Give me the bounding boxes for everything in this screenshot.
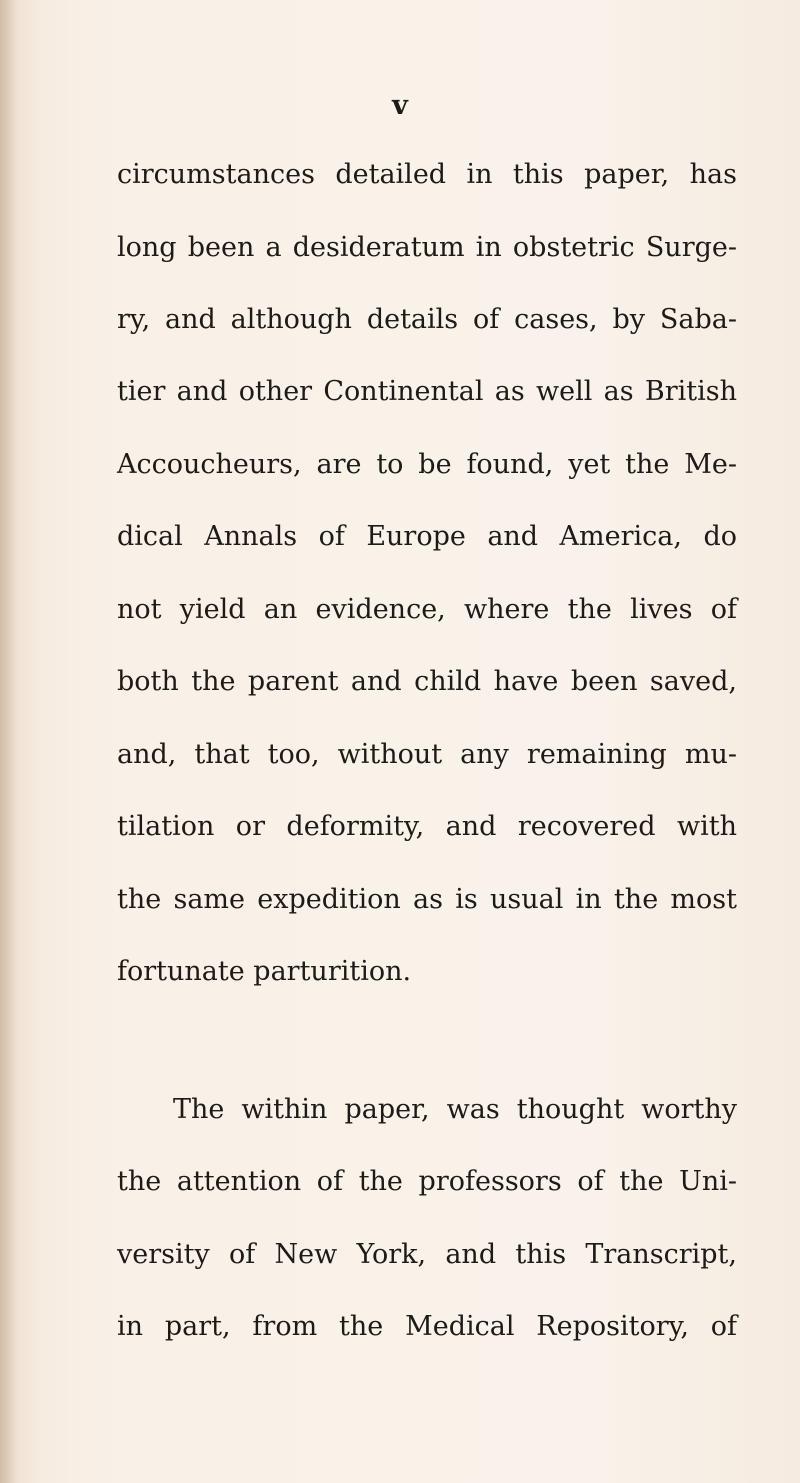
text-line: circumstances detailed in this paper, has — [117, 159, 737, 190]
text-line: not yield an evidence, where the lives of — [117, 594, 737, 625]
page-edge-shadow — [0, 0, 18, 1483]
text-line: the attention of the professors of the Uni- — [117, 1166, 737, 1197]
text-line: The within paper, was thought worthy — [173, 1094, 737, 1125]
text-line: ry, and although details of cases, by Saba- — [117, 304, 737, 335]
text-line: tilation or deformity, and recovered with — [117, 811, 737, 842]
text-line: dical Annals of Europe and America, do — [117, 521, 737, 552]
page-number: v — [392, 90, 408, 121]
text-line: in part, from the Medical Repository, of — [117, 1311, 737, 1342]
text-line: fortunate parturition. — [117, 956, 412, 987]
text-line: both the parent and child have been saved, — [117, 666, 737, 697]
text-line: versity of New York, and this Transcript, — [117, 1239, 737, 1270]
text-line: Accoucheurs, are to be found, yet the Me- — [117, 449, 737, 480]
text-line: the same expedition as is usual in the most — [117, 884, 737, 915]
text-line: long been a desideratum in obstetric Surge- — [117, 232, 737, 263]
text-line: and, that too, without any remaining mu- — [117, 739, 737, 770]
text-line: tier and other Continental as well as British — [117, 376, 737, 407]
